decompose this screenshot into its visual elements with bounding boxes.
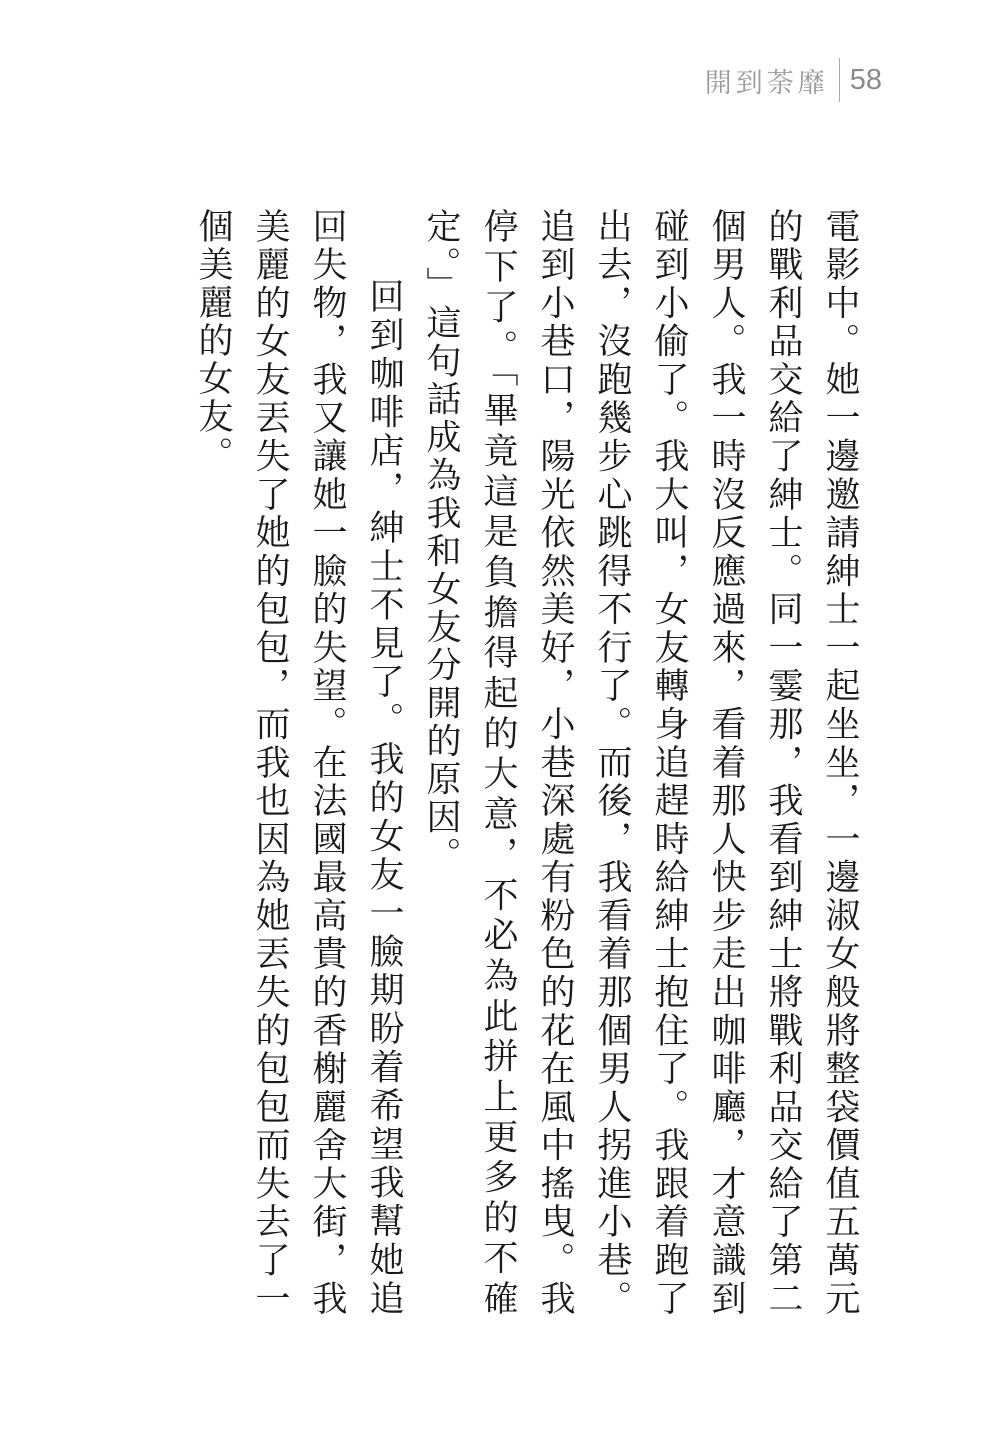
paragraph-2: 回到咖啡店，紳士不見了。我的女友一臉期盼着希望我幫她追回失物，我又讓她一臉的失望。在法國最高貴的香榭麗舍大街，我美麗的女友丟失了她的包包，而我也因為她丟失的包包而失去了一個美麗的女友。 — [193, 208, 404, 1318]
page-header — [705, 58, 882, 102]
header-divider — [839, 58, 840, 102]
vertical-body-text — [193, 208, 868, 1318]
paragraph-1: 電影中。她一邊邀請紳士一起坐坐，一邊淑女般將整袋價值五萬元的戰利品交給了紳士。同一霎那，我看到紳士將戰利品交給了第二個男人。我一時沒反應過來，看着那人快步走出咖啡廳，才意識到碰到小偷了。我大叫，女友轉身追趕時給紳士抱住了。我跟着跑了出去，沒跑幾步心跳得不行了。而後，我看着那個男人拐進小巷。追到小巷口，陽光依然美好，小巷深處有粉色的花在風中搖曳。我停下了。「畢竟這是負擔得起的大意，不必為此拼上更多的不確定。」這句話成為我和女友分開的原因。 — [421, 208, 860, 1318]
running-title: 開到荼靡 — [704, 67, 829, 99]
page-number: 58 — [849, 63, 882, 96]
